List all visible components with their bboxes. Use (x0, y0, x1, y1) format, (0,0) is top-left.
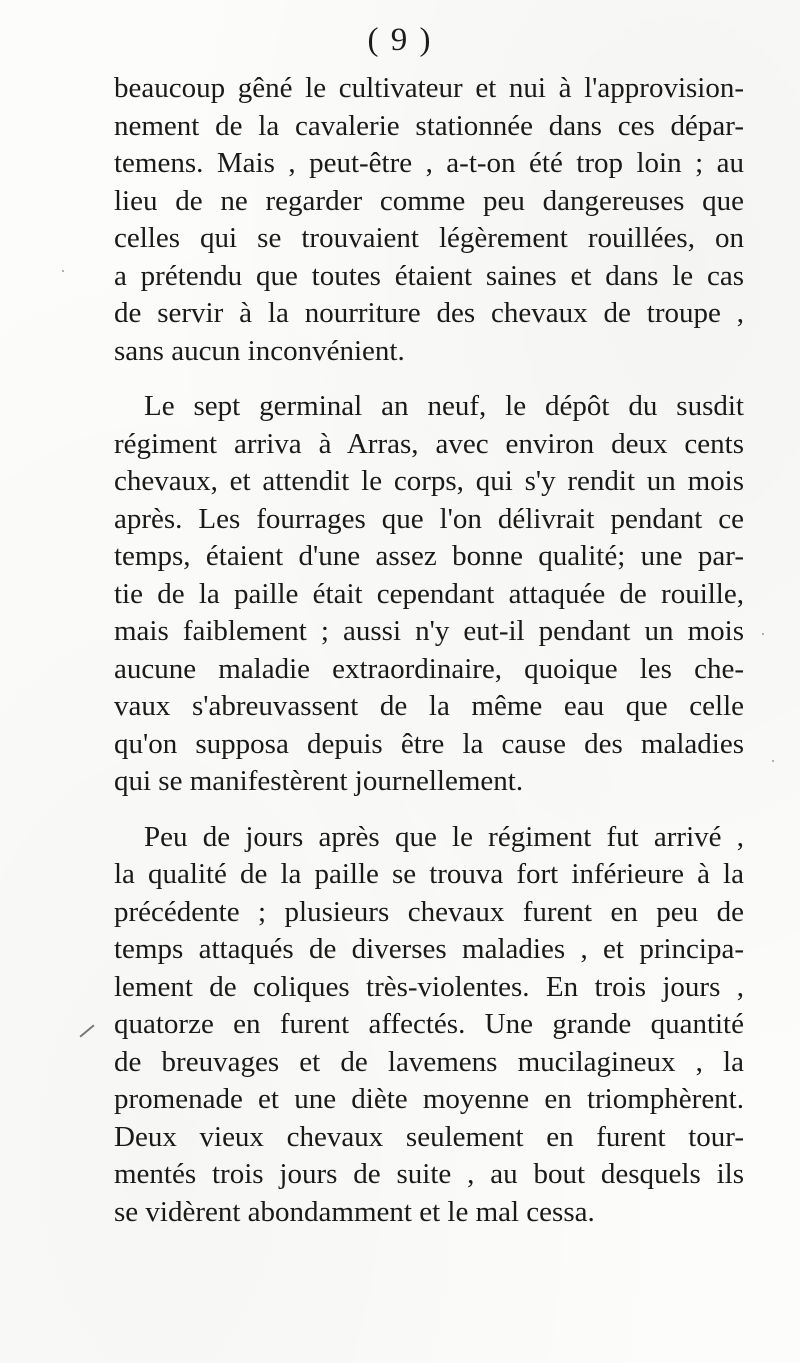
page-number: ( 9 ) (367, 22, 433, 58)
paragraph-3 (114, 819, 744, 1232)
text-line: aucune maladie extraordinaire, quoique les che- (114, 652, 744, 685)
text-line: la qualité de la paille se trouva fort inférieure à la (114, 858, 744, 890)
paper-speck (762, 633, 764, 635)
paragraph-2 (114, 388, 744, 801)
paragraph-1 (114, 70, 744, 370)
text-line: vaux s'abreuvassent de la même eau que celle (114, 690, 744, 722)
text-line: quatorze en furent affectés. Une grande quantité (114, 1008, 744, 1040)
paper-speck (62, 270, 64, 272)
margin-pen-mark (79, 1024, 94, 1037)
text-line: mais faiblement ; aussi n'y eut-il pendant un mois (114, 615, 744, 647)
text-line: temps, étaient d'une assez bonne qualité; une par- (114, 540, 744, 572)
text-line: régiment arriva à Arras, avec environ deux cents (114, 427, 744, 460)
text-line: après. Les fourrages que l'on délivrait pendant ce (114, 502, 744, 535)
text-line: sans aucun inconvénient. (114, 334, 405, 367)
text-line: tie de la paille était cependant attaquée de rouille, (114, 577, 744, 610)
body-text (114, 70, 744, 1231)
text-line: lement de coliques très-violentes. En trois jours , (114, 970, 744, 1003)
text-line: mentés trois jours de suite , au bout desquels ils (114, 1158, 744, 1190)
text-line: lieu de ne regarder comme peu dangereuses que (114, 184, 744, 217)
text-line: beaucoup gêné le cultivateur et nui à l'approvision- (114, 72, 744, 104)
text-line: temps attaqués de diverses maladies , et principa- (114, 933, 744, 965)
text-line: promenade et une diète moyenne en triomphèrent. (114, 1083, 744, 1115)
text-line: qui se manifestèrent journellement. (114, 765, 524, 797)
text-line: chevaux, et attendit le corps, qui s'y rendit un mois (114, 465, 744, 497)
text-line: Le sept germinal an neuf, le dépôt du susdit (144, 390, 744, 422)
text-line: a prétendu que toutes étaient saines et dans le cas (114, 259, 744, 292)
paper-speck (772, 760, 774, 762)
text-line: temens. Mais , peut-être , a-t-on été trop loin ; au (114, 147, 744, 179)
text-line: Deux vieux chevaux seulement en furent tour- (114, 1120, 744, 1153)
text-line: qu'on supposa depuis être la cause des maladies (114, 727, 744, 760)
text-line: de servir à la nourriture des chevaux de troupe , (114, 297, 744, 329)
text-line: de breuvages et de lavemens mucilagineux , la (114, 1045, 744, 1078)
text-line: précédente ; plusieurs chevaux furent en peu de (114, 895, 744, 928)
text-line: nement de la cavalerie stationnée dans ces dépar- (114, 109, 744, 142)
text-line: celles qui se trouvaient légèrement rouillées, on (114, 222, 744, 254)
text-line: se vidèrent abondamment et le mal cessa. (114, 1195, 595, 1228)
text-line: Peu de jours après que le régiment fut arrivé , (144, 820, 744, 853)
